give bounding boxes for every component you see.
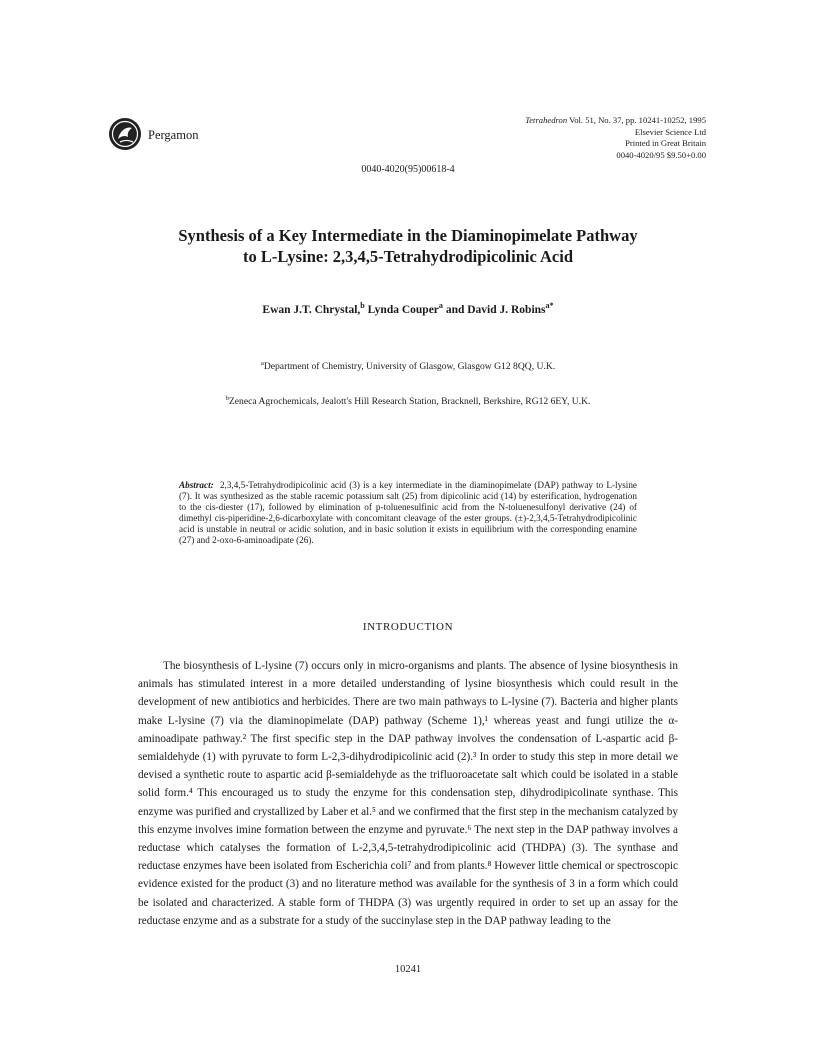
author-affil-mark: a bbox=[438, 301, 443, 311]
abstract bbox=[179, 480, 637, 545]
author-name: Ewan J.T. Chrystal, bbox=[262, 304, 361, 316]
title-line-1: Synthesis of a Key Intermediate in the Diaminopimelate Pathway bbox=[178, 226, 638, 245]
article-code: 0040-4020(95)00618-4 bbox=[361, 164, 455, 175]
author-conjunction: and bbox=[445, 304, 465, 316]
affiliation-b bbox=[90, 396, 726, 407]
journal-citation bbox=[525, 115, 706, 127]
journal-price: 0040-4020/95 $9.50+0.00 bbox=[616, 149, 706, 160]
pergamon-logo bbox=[108, 117, 142, 151]
journal-printed: Printed in Great Britain bbox=[625, 138, 706, 149]
article-title bbox=[90, 225, 726, 267]
affiliation-a bbox=[90, 361, 726, 372]
title-line-2: to L-Lysine: 2,3,4,5-Tetrahydrodipicolinic Acid bbox=[242, 247, 574, 266]
author-name: Lynda Couper bbox=[367, 304, 439, 316]
publisher-name: Pergamon bbox=[148, 128, 199, 142]
affiliation-mark: a bbox=[260, 359, 264, 367]
affiliation-text: Zeneca Agrochemicals, Jealott's Hill Research Station, Bracknell, Berkshire, RG12 6EY, U.K. bbox=[228, 396, 591, 407]
author-affil-mark: b bbox=[360, 301, 365, 311]
author-name: David J. Robins bbox=[467, 304, 546, 316]
abstract-text: 2,3,4,5-Tetrahydrodipicolinic acid (3) is a key intermediate in the diaminopimelate (DAP) pathway to L-lysine (7). It was synthesized as the stable racemic potassium salt (25) from dipicolinic acid (14) by esterification, hydrogenation to the cis-diester (17), followed by elimination of p-toluenesulfinic acid from the N-toluenesulfonyl derivative (24) of dimethyl cis-piperidine-2,6-dicarboxylate with concomitant cleavage of the ester groups. (±)-2,3,4,5-Tetrahydrodipicolinic acid is unstable in neutral or acidic solution, and in basic solution it exists in equilibrium with the corresponding enamine (27) and 2-oxo-6-aminoadipate (26). bbox=[179, 480, 637, 545]
affiliation-text: Department of Chemistry, University of Glasgow, Glasgow G12 8QQ, U.K. bbox=[263, 361, 556, 372]
affiliation-mark: b bbox=[225, 394, 229, 402]
journal-volume: Vol. 51, No. 37, pp. 10241-10252, 1995 bbox=[569, 115, 706, 125]
page-number: 10241 bbox=[394, 964, 422, 975]
introduction-paragraph: The biosynthesis of L-lysine (7) occurs only in micro-organisms and plants. The absence of lysine biosynthesis in animals has stimulated interest in a more detailed understanding of lysine biosynthesis which could result in the development of new antibiotics and herbicides. There are two main pathways to L-lysine (7). Bacteria and higher plants make L-lysine (7) via the diaminopimelate (DAP) pathway (Scheme 1),¹ whereas yeast and fungi utilize the α-aminoadipate pathway.² The first specific step in the DAP pathway involves the condensation of L-aspartic acid β-semialdehyde (1) with pyruvate to form L-2,3-dihydrodipicolinic acid (2).³ In order to study this step in more detail we devised a synthetic route to aspartic acid β-semialdehyde as the trifluoroacetate salt which could be isolated in a stable solid form.⁴ This encouraged us to study the enzyme for this condensation step, dihydrodipicolinate synthase. This enzyme was purified and crystallized by Laber et al.⁵ and we confirmed that the first step in the mechanism catalyzed by this enzyme involves imine formation between the enzyme and pyruvate.⁶ The next step in the DAP pathway involves a reductase which catalyses the formation of L-2,3,4,5-tetrahydrodipicolinic acid (THDPA) (3). The synthase and reductase enzymes have been isolated from Escherichia coli⁷ and from plants.⁸ However little chemical or spectroscopic evidence existed for the product (3) and no literature method was available for the synthesis of 3 in a form which could be isolated and characterized. A stable form of THDPA (3) was urgently required in order to set up an assay for the reductase enzyme and as a substrate for a study of the succinylase step in the DAP pathway leading to the bbox=[138, 660, 678, 927]
author-list bbox=[90, 301, 726, 316]
abstract-label: Abstract: bbox=[179, 480, 214, 490]
journal-name: Tetrahedron bbox=[525, 115, 568, 125]
introduction-body bbox=[138, 657, 678, 930]
journal-info bbox=[525, 115, 706, 161]
author-affil-mark: a* bbox=[545, 301, 554, 311]
section-heading: INTRODUCTION bbox=[362, 621, 454, 633]
journal-copyright: Elsevier Science Ltd bbox=[634, 126, 706, 137]
